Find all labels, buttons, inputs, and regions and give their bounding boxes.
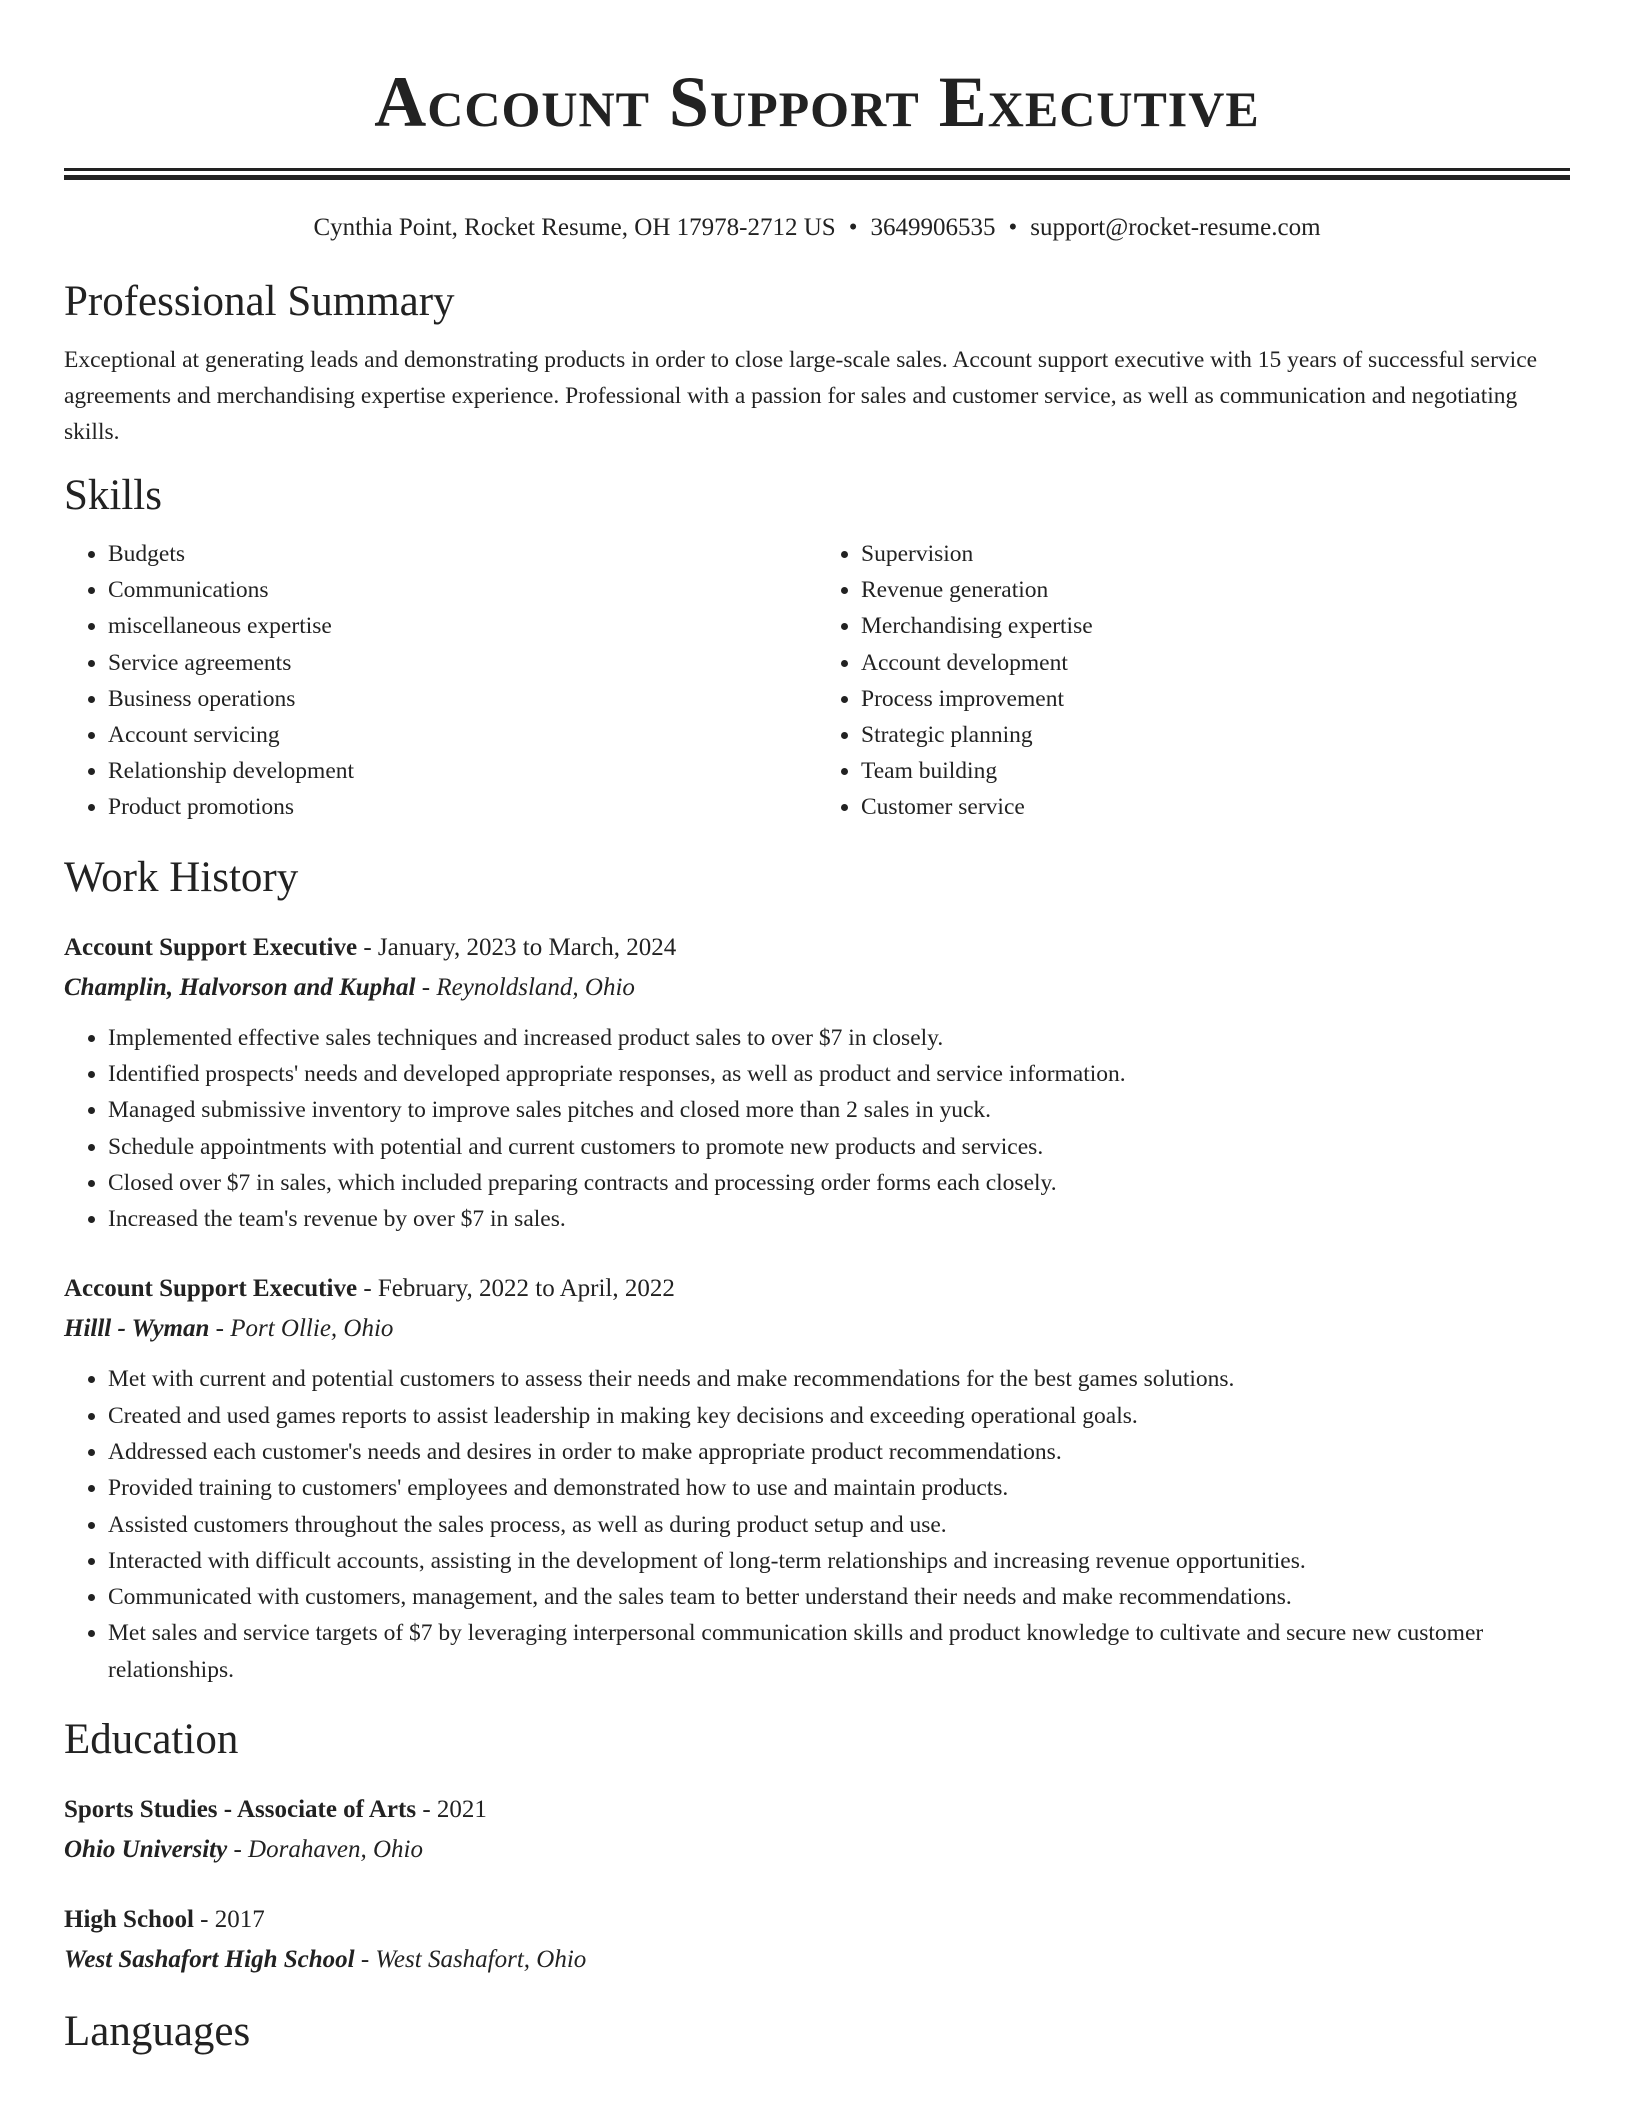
section-heading-education: Education [64, 1716, 239, 1764]
duty-item: • Interacted with difficult accounts, assisting in the development of long-term relationships and increasing revenue opportunities. [108, 1543, 1570, 1579]
skills-column-right [817, 536, 1570, 826]
education-entry [64, 1900, 1570, 1980]
skill-item: • Account servicing [108, 717, 817, 753]
job-duties [64, 1361, 1570, 1688]
skills-column-left [64, 536, 817, 826]
duty-item: • Schedule appointments with potential and current customers to promote new products and services. [108, 1129, 1570, 1165]
job-company-line: Champlin, Halvorson and Kuphal - Reynoldsland, Ohio [64, 973, 635, 1001]
skill-item: • Service agreements [108, 645, 817, 681]
skill-item: • Product promotions [108, 789, 817, 825]
skill-item: • Supervision [861, 536, 1570, 572]
duty-item: • Increased the team's revenue by over $7 in sales. [108, 1201, 1570, 1237]
education-school: Ohio University [64, 1836, 228, 1864]
duty-item: • Communicated with customers, management, and the sales team to better understand their needs and make recommendations. [108, 1579, 1570, 1615]
skill-item: • Process improvement [861, 681, 1570, 717]
education-degree-line: Sports Studies - Associate of Arts - 2021 [64, 1796, 487, 1824]
duty-item: • Managed submissive inventory to improve sales pitches and closed more than 2 sales in yuck. [108, 1092, 1570, 1128]
education-school: West Sashafort High School [64, 1946, 355, 1974]
contact-separator: • [848, 214, 858, 241]
education-degree: High School [64, 1906, 194, 1934]
job-duties [64, 1020, 1570, 1238]
section-heading-summary: Professional Summary [64, 278, 455, 325]
job-title: Account Support Executive [64, 1275, 358, 1303]
education-school-line: Ohio University - Dorahaven, Ohio [64, 1836, 424, 1864]
skills-list [64, 536, 1570, 826]
contact-line [64, 212, 1570, 244]
contact-separator: • [1008, 214, 1018, 241]
contact-phone: 3649906535 [870, 214, 996, 241]
duty-item: • Closed over $7 in sales, which included preparing contracts and processing order forms each closely. [108, 1165, 1570, 1201]
skill-item: • Budgets [108, 536, 817, 572]
duty-item: • Met sales and service targets of $7 by leveraging interpersonal communication skills and product knowledge to cultivate and secure new customer relationships. [108, 1615, 1570, 1688]
section-heading-skills: Skills [64, 472, 162, 519]
contact-email: support@rocket-resume.com [1030, 214, 1321, 241]
resume-page [64, 0, 1570, 2058]
section-heading-work-history: Work History [64, 853, 299, 901]
skill-item: • Business operations [108, 681, 817, 717]
duty-item: • Provided training to customers' employees and demonstrated how to use and maintain products. [108, 1470, 1570, 1506]
job-company: Hilll - Wyman [64, 1315, 210, 1343]
job-dates: January, 2023 to March, 2024 [377, 933, 677, 961]
skill-item: • Strategic planning [861, 717, 1570, 753]
skill-item: • Team building [861, 753, 1570, 789]
skill-item: • Customer service [861, 789, 1570, 825]
duty-item: • Addressed each customer's needs and desires in order to make appropriate product recommendations. [108, 1434, 1570, 1470]
education-degree: Sports Studies - Associate of Arts [64, 1796, 417, 1824]
job-title: Account Support Executive [64, 933, 358, 961]
job-entry [64, 928, 1570, 1238]
skill-item: • miscellaneous expertise [108, 608, 817, 644]
job-title-line: Account Support Executive - February, 2022 to April, 2022 [64, 1275, 675, 1303]
duty-item: • Met with current and potential customers to assess their needs and make recommendations for the best games solutions. [108, 1361, 1570, 1397]
job-company: Champlin, Halvorson and Kuphal [64, 973, 416, 1001]
resume-title: Account Support Executive [374, 62, 1260, 142]
duty-item: • Assisted customers throughout the sales process, as well as during product setup and use. [108, 1507, 1570, 1543]
skill-item: • Revenue generation [861, 572, 1570, 608]
skill-item: • Relationship development [108, 753, 817, 789]
job-entry [64, 1269, 1570, 1688]
skill-item: • Account development [861, 645, 1570, 681]
skill-item: • Communications [108, 572, 817, 608]
education-degree-line: High School - 2017 [64, 1906, 265, 1934]
education-year: 2017 [214, 1906, 265, 1934]
job-location: Port Ollie, Ohio [230, 1315, 394, 1343]
job-company-line: Hilll - Wyman - Port Ollie, Ohio [64, 1315, 394, 1343]
skill-item: • Merchandising expertise [861, 608, 1570, 644]
job-dates: February, 2022 to April, 2022 [377, 1275, 675, 1303]
job-location: Reynoldsland, Ohio [436, 973, 635, 1001]
job-title-line: Account Support Executive - January, 2023 to March, 2024 [64, 933, 677, 961]
section-heading-languages: Languages [64, 2008, 251, 2056]
education-entry [64, 1790, 1570, 1870]
education-location: Dorahaven, Ohio [248, 1836, 424, 1864]
title-divider [64, 168, 1570, 180]
contact-address: Cynthia Point, Rocket Resume, OH 17978-2712 US [313, 214, 836, 241]
education-location: West Sashafort, Ohio [375, 1946, 587, 1974]
education-year: 2021 [436, 1796, 487, 1824]
summary-text: Exceptional at generating leads and demonstrating products in order to close large-scale sales. Account support executive with 15 years of successful service agreements and merchandising expertise experience. Professional with a passion for sales and customer service, as well as communication and negotiating skills. [64, 347, 1538, 445]
duty-item: • Created and used games reports to assist leadership in making key decisions and exceeding operational goals. [108, 1398, 1570, 1434]
education-school-line: West Sashafort High School - West Sashafort, Ohio [64, 1946, 587, 1974]
duty-item: • Implemented effective sales techniques and increased product sales to over $7 in closely. [108, 1020, 1570, 1056]
duty-item: • Identified prospects' needs and developed appropriate responses, as well as product and service information. [108, 1056, 1570, 1092]
